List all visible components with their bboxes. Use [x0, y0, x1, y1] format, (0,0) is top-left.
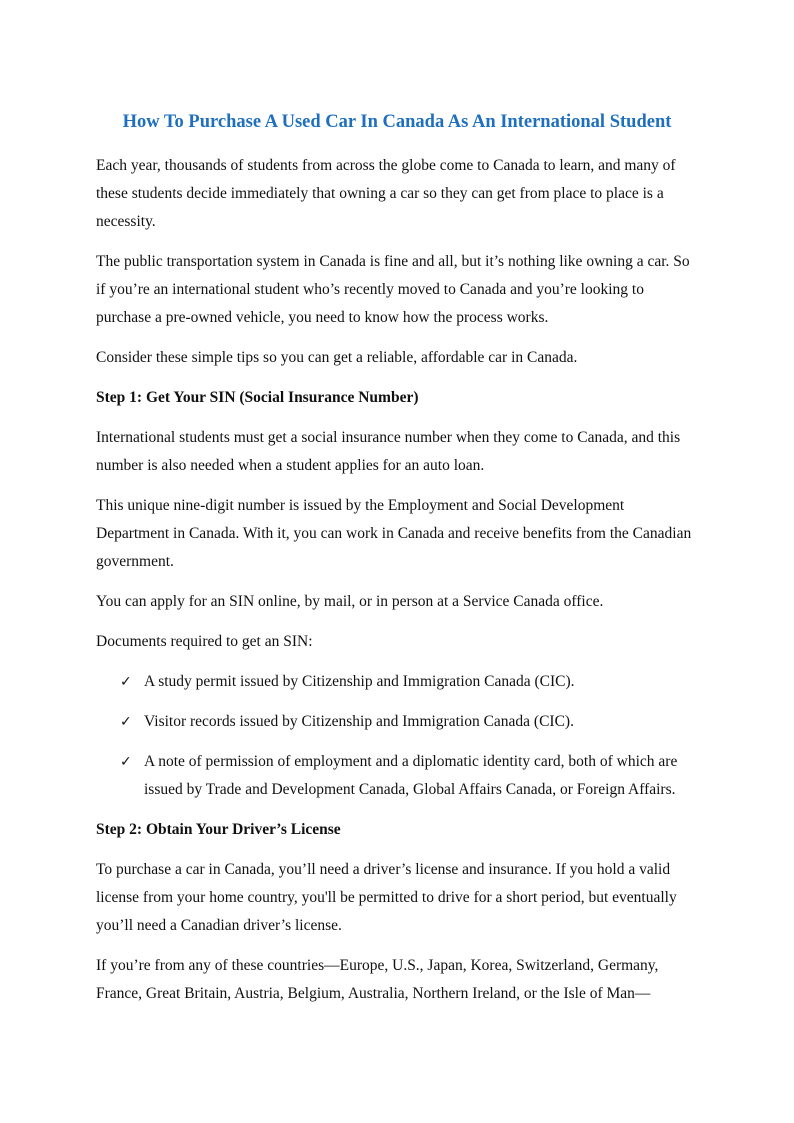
intro-paragraph: Consider these simple tips so you can get a reliable, affordable car in Canada.: [96, 349, 578, 366]
step-2-heading: Step 2: Obtain Your Driver’s License: [96, 821, 341, 838]
check-mark-icon: ✓: [120, 714, 132, 730]
list-item: [96, 708, 698, 736]
check-mark-icon: ✓: [120, 674, 132, 690]
list-item-text: A study permit issued by Citizenship and Immigration Canada (CIC).: [144, 673, 575, 690]
list-item: [96, 668, 698, 696]
step-2-paragraph: If you’re from any of these countries—Europe, U.S., Japan, Korea, Switzerland, Germany, France, Great Britain, Austria, Belgium, Australia, Northern Ireland, or the Isle of Man—: [96, 957, 659, 1002]
document-title: How To Purchase A Used Car In Canada As An International Student: [122, 112, 672, 132]
list-item-text: A note of permission of employment and a diplomatic identity card, both of which are issued by Trade and Development Canada, Global Affairs Canada, or Foreign Affairs.: [144, 753, 678, 798]
step-1-paragraph: International students must get a social insurance number when they come to Canada, and this number is also needed when a student applies for an auto loan.: [96, 429, 681, 474]
documents-required-label: Documents required to get an SIN:: [96, 633, 313, 650]
step-1-paragraph: You can apply for an SIN online, by mail, or in person at a Service Canada office.: [96, 593, 604, 610]
step-2-paragraph: To purchase a car in Canada, you’ll need a driver’s license and insurance. If you hold a valid license from your home country, you'll be permitted to drive for a short period, but eventually you’ll need a Canadian driver’s license.: [96, 861, 677, 934]
list-item: [96, 748, 698, 804]
list-item-text: Visitor records issued by Citizenship and Immigration Canada (CIC).: [144, 713, 574, 730]
step-1-paragraph: This unique nine-digit number is issued by the Employment and Social Development Department in Canada. With it, you can work in Canada and receive benefits from the Canadian government.: [96, 497, 692, 570]
required-documents-list: [96, 668, 698, 804]
intro-paragraph: The public transportation system in Canada is fine and all, but it’s nothing like owning a car. So if you’re an international student who’s recently moved to Canada and you’re looking to purchase a pre-owned vehicle, you need to know how the process works.: [96, 253, 690, 326]
check-mark-icon: ✓: [120, 754, 132, 770]
step-1-heading: Step 1: Get Your SIN (Social Insurance Number): [96, 389, 419, 406]
intro-paragraph: Each year, thousands of students from across the globe come to Canada to learn, and many of these students decide immediately that owning a car so they can get from place to place is a necessity.: [96, 157, 676, 230]
